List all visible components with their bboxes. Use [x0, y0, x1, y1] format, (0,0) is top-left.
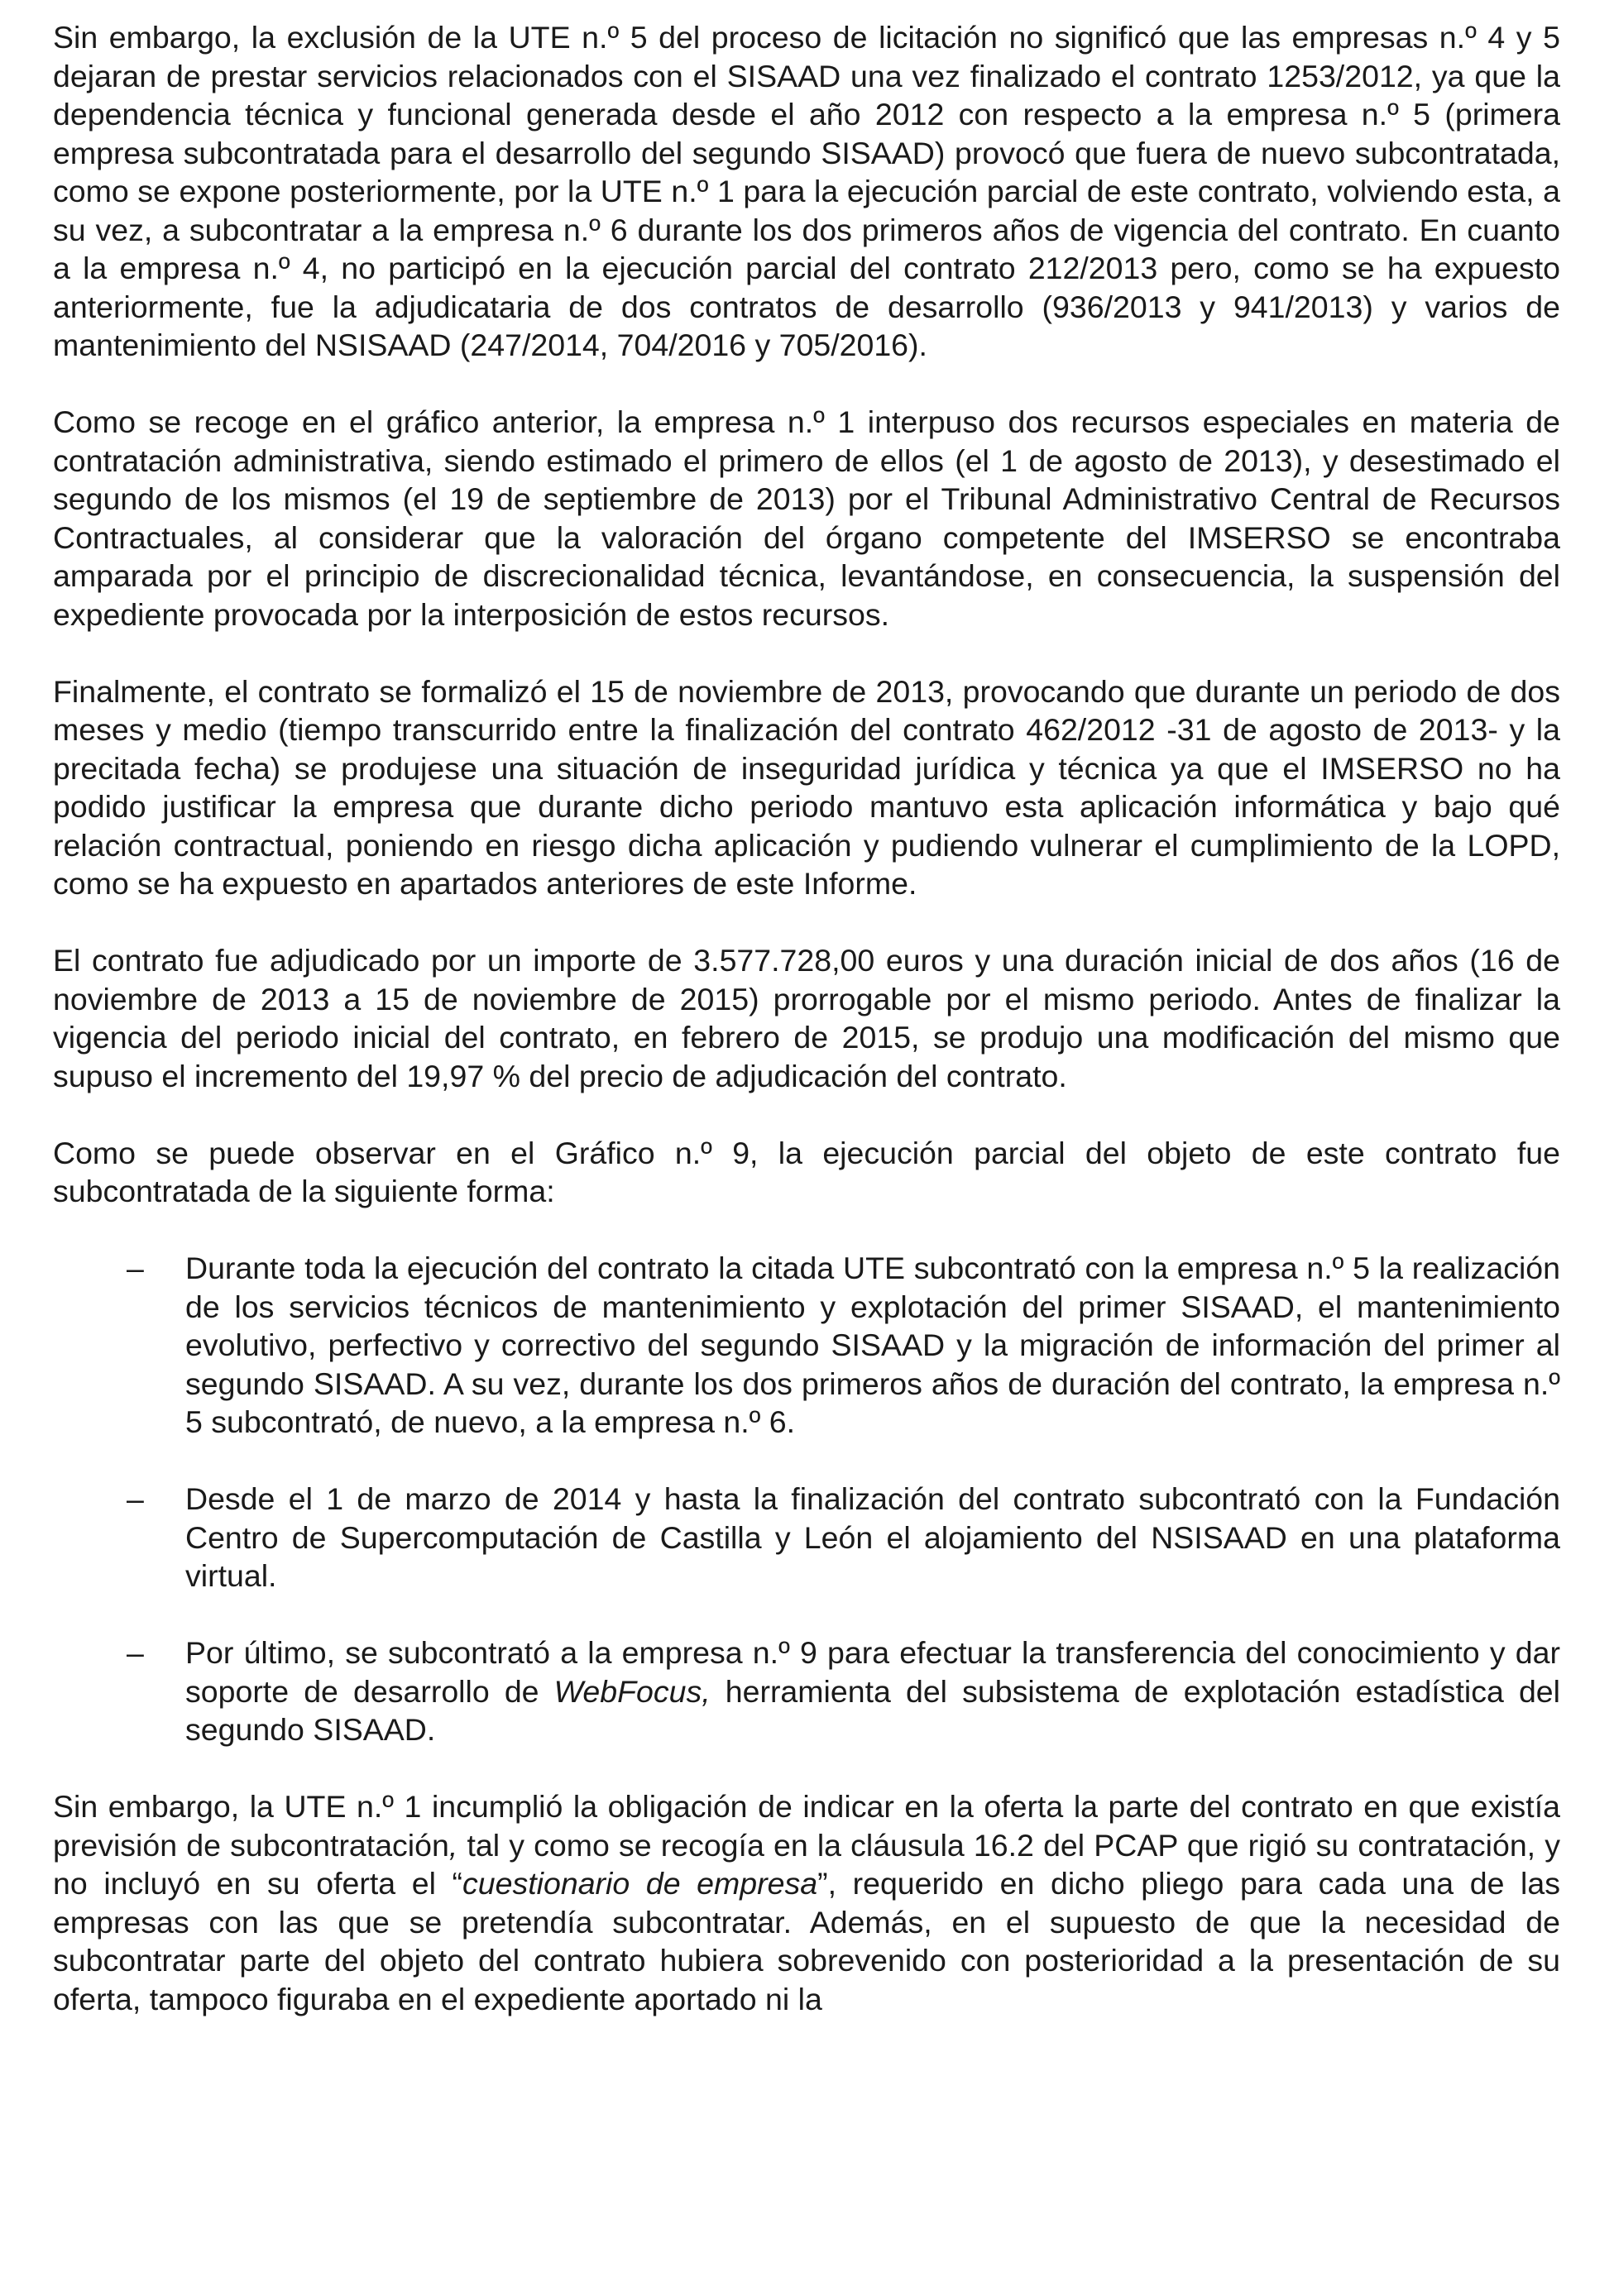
paragraph-incumplimiento: [53, 1787, 1560, 2018]
subcontracting-list: [53, 1249, 1560, 1749]
webfocus-term: WebFocus,: [553, 1673, 711, 1709]
incumplimiento-text-1: Sin embargo, la UTE n.º 1 incumplió la obligación de indicar en la oferta la parte del contrato en que existía previsión de subcontratación: [53, 1789, 1560, 1863]
list-item-text-start: Por último, se subcontrató a la empresa n.º 9 para efectuar la transferencia del conocimiento y dar soporte de desarrollo de: [185, 1635, 1560, 1709]
list-item-text: Desde el 1 de marzo de 2014 y hasta la finalización del contrato subcontrató con la Fundación Centro de Supercomputación de Castilla y León el alojamiento del NSISAAD en una plataforma virtual.: [185, 1481, 1560, 1593]
paragraph-formalizacion: Finalmente, el contrato se formalizó el 15 de noviembre de 2013, provocando que durante un periodo de dos meses y medio (tiempo transcurrido entre la finalización del contrato 462/2012 -31 de agosto de 2013- y la precitada fecha) se produjese una situación de inseguridad jurídica y técnica ya que el IMSERSO no ha podido justificar la empresa que durante dicho periodo mantuvo esta aplicación informática y bajo qué relación contractual, poniendo en riesgo dicha aplicación y pudiendo vulnerar el cumplimiento de la LOPD, como se ha expuesto en apartados anteriores de este Informe.: [53, 673, 1560, 901]
incumplimiento-text-2: tal y como se recogía en la cláusula 16.2 del PCAP que rigió su contratación, y no incluyó en su oferta el “: [53, 1827, 1561, 1901]
cuestionario-term: cuestionario de empresa: [462, 1866, 818, 1901]
list-item: [53, 1480, 1560, 1595]
incumplimiento-text-3: ”, requerido en dicho pliego para cada una de las empresas con las que se pretendía subcontratar. Además, en el supuesto de que la necesidad de subcontratar parte del objeto del contrato hubiera sobrevenido con posterioridad a la presentación de su oferta, tampoco figuraba en el expediente aportado ni la: [53, 1866, 1560, 2016]
list-item-text-end: herramienta del subsistema de explotación estadística del segundo SISAAD.: [185, 1673, 1560, 1747]
list-item: [53, 1249, 1560, 1442]
list-item: [53, 1634, 1560, 1749]
dash-bullet-icon: –: [127, 1251, 144, 1285]
dash-bullet-icon: –: [127, 1481, 144, 1516]
incumplimiento-comma: ,: [448, 1827, 458, 1863]
paragraph-ute-exclusion: Sin embargo, la exclusión de la UTE n.º 5 del proceso de licitación no significó que las empresas n.º 4 y 5 dejaran de prestar servicios relacionados con el SISAAD una vez finalizado el contrato 1253/2012, ya que la dependencia técnica y funcional generada desde el año 2012 con respecto a la empresa n.º 5 (primera empresa subcontratada para el desarrollo del segundo SISAAD) provocó que fuera de nuevo subcontratada, como se expone posteriormente, por la UTE n.º 1 para la ejecución parcial de este contrato, volviendo esta, a su vez, a subcontratar a la empresa n.º 6 durante los dos primeros años de vigencia del contrato. En cuanto a la empresa n.º 4, no participó en la ejecución parcial del contrato 212/2013 pero, como se ha expuesto anteriormente, fue la adjudicataria de dos contratos de desarrollo (936/2013 y 941/2013) y varios de mantenimiento del NSISAAD (247/2014, 704/2016 y 705/2016).: [53, 20, 1560, 362]
list-item-text: Durante toda la ejecución del contrato la citada UTE subcontrató con la empresa n.º 5 la realización de los servicios técnicos de mantenimiento y explotación del primer SISAAD, el mantenimiento evolutivo, perfectivo y correctivo del segundo SISAAD y la migración de información del primer al segundo SISAAD. A su vez, durante los dos primeros años de duración del contrato, la empresa n.º 5 subcontrató, de nuevo, a la empresa n.º 6.: [185, 1251, 1560, 1439]
paragraph-subcontratacion-intro: Como se puede observar en el Gráfico n.º 9, la ejecución parcial del objeto de este contrato fue subcontratada de la siguiente forma:: [53, 1135, 1560, 1208]
paragraph-adjudicacion: El contrato fue adjudicado por un importe de 3.577.728,00 euros y una duración inicial de dos años (16 de noviembre de 2013 a 15 de noviembre de 2015) prorrogable por el mismo periodo. Antes de finalizar la vigencia del periodo inicial del contrato, en febrero de 2015, se produjo una modificación del mismo que supuso el incremento del 19,97 % del precio de adjudicación del contrato.: [53, 943, 1560, 1093]
document-page: [53, 18, 1560, 2018]
paragraph-recursos-especiales: Como se recoge en el gráfico anterior, la empresa n.º 1 interpuso dos recursos especiales en materia de contratación administrativa, siendo estimado el primero de ellos (el 1 de agosto de 2013), y desestimado el segundo de los mismos (el 19 de septiembre de 2013) por el Tribunal Administrativo Central de Recursos Contractuales, al considerar que la valoración del órgano competente del IMSERSO se encontraba amparada por el principio de discrecionalidad técnica, levantándose, en consecuencia, la suspensión del expediente provocada por la interposición de estos recursos.: [53, 404, 1560, 632]
dash-bullet-icon: –: [127, 1635, 144, 1670]
